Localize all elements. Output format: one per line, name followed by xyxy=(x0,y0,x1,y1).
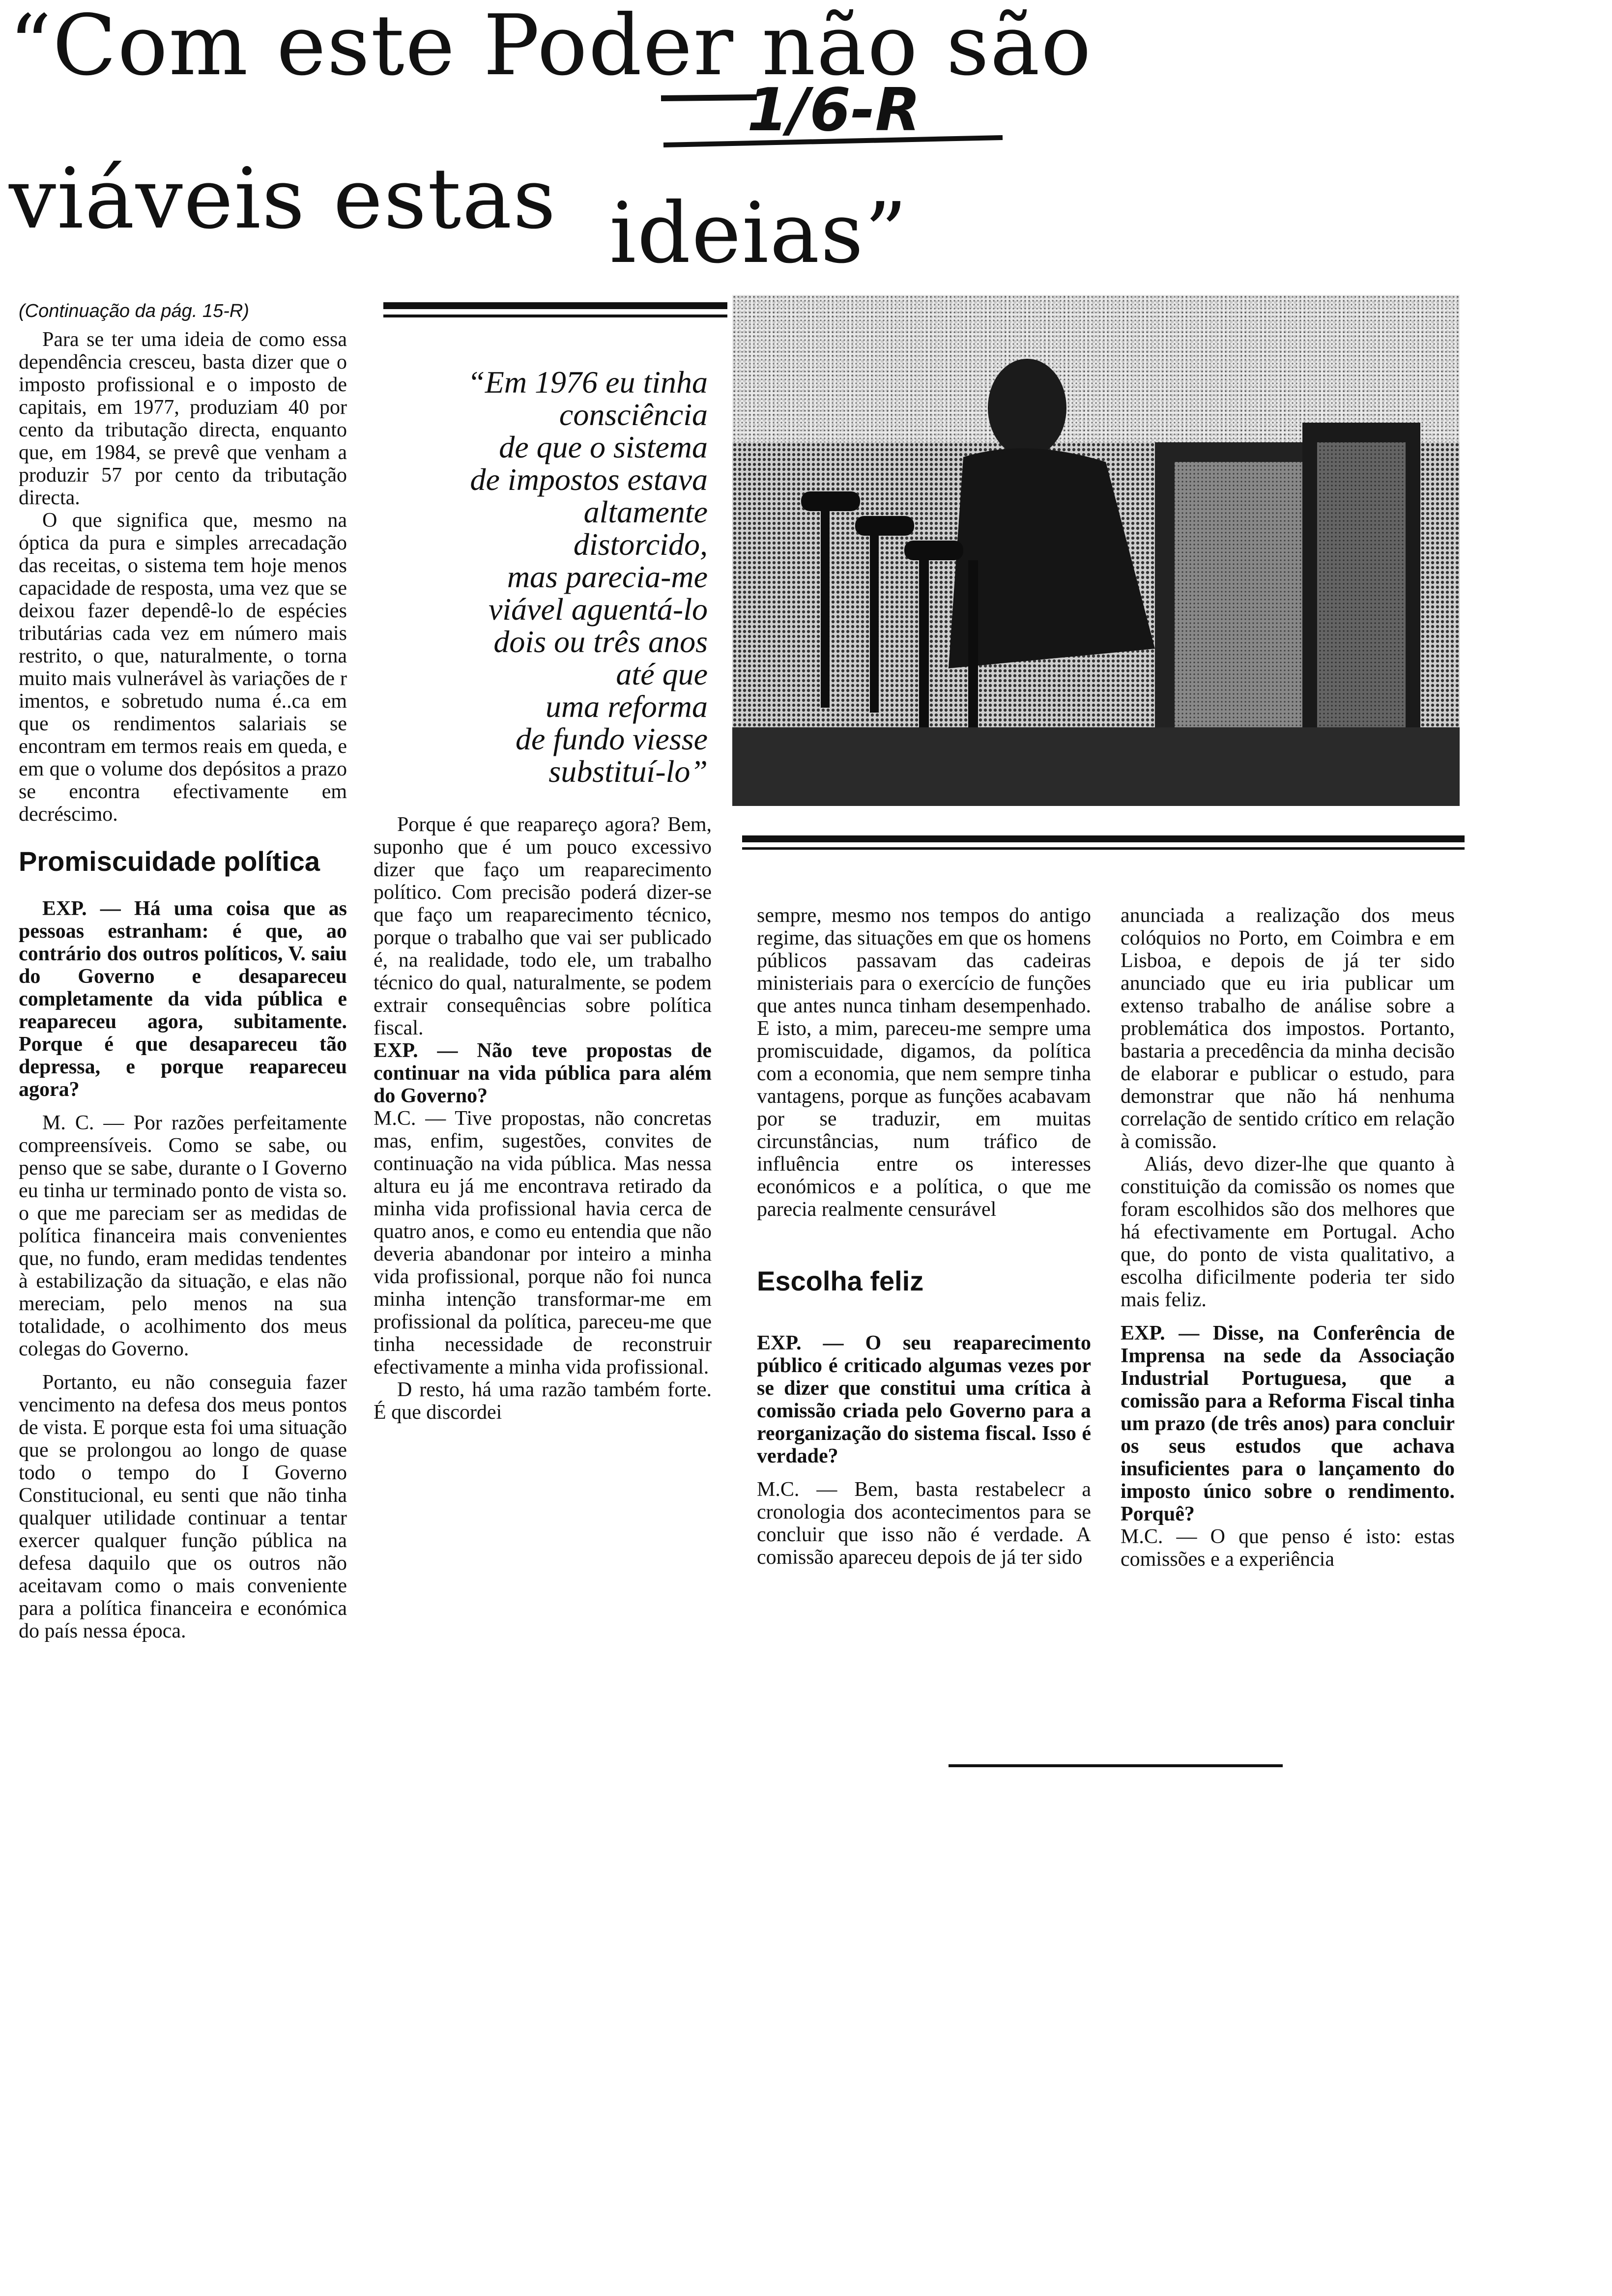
subhead-promiscuidade: Promiscuidade política xyxy=(19,846,320,877)
pull-quote-line: de que o sistema xyxy=(499,430,708,464)
speaker-photo xyxy=(732,295,1460,806)
pull-quote-line: substituí-lo” xyxy=(548,754,708,789)
pull-quote-line: distorcido, xyxy=(573,527,708,562)
pull-quote-line: dois ou três anos xyxy=(493,624,708,659)
col2-paragraph: Porque é que reapareço agora? Bem, suponho que é um pouco excessivo dizer que faço um reaparecimento político. Com precisão poderá dizer-se que faço um reaparecimento técnico, porque o trabalho que vai ser publicado é, na realidade, todo ele, um trabalho técnico do qual, naturalmente, se podem extrair consequências sobre política fiscal. xyxy=(374,813,712,1039)
rule-top-thin xyxy=(383,315,727,317)
bottom-rule xyxy=(949,1764,1283,1767)
col4-paragraph: Aliás, devo dizer-lhe que quanto à constituição da comissão os nomes que foram escolhidos são dos melhores que há efectivamente em Portugal. Acho que, do ponto de vista qualitativo, a escolha dificilmente poderia ter sido mais feliz. xyxy=(1121,1153,1455,1311)
headline-line-2b: ideias” xyxy=(609,185,908,282)
pull-quote-line: altamente xyxy=(583,494,708,529)
col2-question xyxy=(374,1039,712,1107)
pull-quote-line: de fundo viesse xyxy=(516,721,708,756)
col1-paragraph: O que significa que, mesmo na óptica da pura e simples arrecadação das receitas, o sistema tem hoje menos capacidade de resposta, uma vez que se deixou fazer dependê-lo de espécies tributárias cada vez em número mais restrito, o que, naturalmente, o torna muito mais vulnerável às variações de r imentos, e sobretudo numa é..ca em que os rendimentos salariais se encontram em termos reais em queda, e em que o volume dos depósitos a prazo se encontra efectivamente em decréscimo. xyxy=(19,509,347,826)
col3-question xyxy=(757,1332,1091,1467)
pull-quote-line: até que xyxy=(616,657,708,691)
annotation-underline xyxy=(659,88,1012,152)
col3-answer: M.C. — Bem, basta restabelecr a cronologia dos acontecimentos para se concluir que isso não é verdade. A comissão apareceu depois de já ter sido xyxy=(757,1478,1091,1569)
pull-quote-line: consciência xyxy=(559,397,708,432)
pull-quote-line: de impostos estava xyxy=(470,462,708,497)
col2-question-text: EXP. — Não teve propostas de continuar na vida pública para além do Governo? xyxy=(374,1039,712,1107)
rule-under-photo-thin xyxy=(742,847,1465,850)
column-2 xyxy=(374,813,712,1424)
col2-answer: M.C. — Tive propostas, não concretas mas, enfim, sugestões, convites de continuação na vida pública. Mas nessa altura eu já me encontrava retirado da minha vida profissional havia cerca de quatro anos, e como eu entendia que não deveria abandonar por inteiro a minha vida profissional, porque não foi nunca minha intenção transformar-me em profissional da política, pareceu-me que tinha necessidade de reconstruir efectivamente a minha vida profissional. xyxy=(374,1107,712,1378)
col4-paragraph: anunciada a realização dos meus colóquios no Porto, em Coimbra e em Lisboa, e depois de já ter sido anunciado que eu iria publicar um extenso trabalho de análise sobre a problemática dos impostos. Portanto, bastaria a precedência da minha decisão de elaborar e publicar o estudo, para demonstrar que não há nenhuma correlação de sentido crítico em relação à comissão. xyxy=(1121,904,1455,1153)
col2-paragraph: D resto, há uma razão também forte. É que discordei xyxy=(374,1378,712,1424)
rule-top-double xyxy=(383,302,727,309)
col1-paragraph: Para se ter uma ideia de como essa dependência cresceu, basta dizer que o imposto profissional e o imposto de capitais, em 1977, produziam 40 por cento da tributação directa, enquanto que, em 1984, se prevê que venham a produzir 57 por cento da tributação directa. xyxy=(19,328,347,509)
col4-question-text: EXP. — Disse, na Conferência de Imprensa na sede da Associação Industrial Portuguesa, que a comissão para a Reforma Fiscal tinha um prazo (de três anos) para concluir os seus estudos que achava insuficientes para o lançamento do imposto único sobre o rendimento. Porquê? xyxy=(1121,1322,1455,1525)
handwritten-annotation: 1/6-R xyxy=(747,76,921,144)
pull-quote xyxy=(364,366,708,788)
pull-quote-line: uma reforma xyxy=(545,689,708,724)
col1-answer: M. C. — Por razões perfeitamente compreensíveis. Como se sabe, ou penso que se sabe, durante o I Governo eu tinha ur terminado ponto de vista so. o que me pareciam ser as medidas de política financeira mais convenientes que, no fundo, eram medidas tendentes à estabilização da situação, e elas não mereciam, pelo menos na sua totalidade, o acolhimento dos meus colegas do Governo. xyxy=(19,1112,347,1360)
headline-line-1: “Com este Poder não são xyxy=(9,0,1093,94)
subhead-escolha-feliz: Escolha feliz xyxy=(757,1265,924,1296)
headline-line-2a: viáveis estas xyxy=(9,150,557,248)
pull-quote-line: viável aguentá-lo xyxy=(488,592,708,627)
col1-question xyxy=(19,897,347,1101)
col4-question xyxy=(1121,1322,1455,1525)
column-4 xyxy=(1121,904,1455,1571)
col3-question-text: EXP. — O seu reaparecimento público é criticado algumas vezes por se dizer que constitui uma crítica à comissão criada pelo Governo para a reorganização do sistema fiscal. Isso é verdade? xyxy=(757,1332,1091,1467)
column-3 xyxy=(757,904,1091,1569)
continuation-note: (Continuação da pág. 15-R) xyxy=(19,301,249,321)
col1-paragraph: Portanto, eu não conseguia fazer vencimento na defesa dos meus pontos de vista. E porque esta foi uma situação que se prolongou ao longo de quase todo o tempo do I Governo Constitucional, eu senti que não tinha qualquer utilidade continuar a tentar exercer qualquer função pública na defesa daquilo que os outros não aceitavam como o mais conveniente para a política financeira e económica do país nessa época. xyxy=(19,1371,347,1642)
column-1 xyxy=(19,328,347,1642)
rule-under-photo xyxy=(742,835,1465,842)
col4-answer: M.C. — O que penso é isto: estas comissões e a experiência xyxy=(1121,1525,1455,1571)
col3-paragraph: sempre, mesmo nos tempos do antigo regime, das situações em que os homens públicos passavam das cadeiras ministeriais para o exercício de funções que antes nunca tinham desempenhado. E isto, a mim, pareceu-me sempre uma promiscuidade, digamos, da política com a economia, que nem sempre tinha vantagens, porque as funções acabavam por se traduzir, em muitas circunstâncias, num tráfico de influência entre os interesses económicos e a política, o que me parecia realmente censurável xyxy=(757,904,1091,1221)
pull-quote-line: “Em 1976 eu tinha xyxy=(467,365,708,400)
pull-quote-line: mas parecia-me xyxy=(507,559,708,594)
col1-question-text: EXP. — Há uma coisa que as pessoas estranham: é que, ao contrário dos outros políticos, V. saiu do Governo e desapareceu completamente da vida pública e reapareceu agora, subitamente. Porque é que desapareceu tão depressa, e porque reapareceu agora? xyxy=(19,897,347,1101)
